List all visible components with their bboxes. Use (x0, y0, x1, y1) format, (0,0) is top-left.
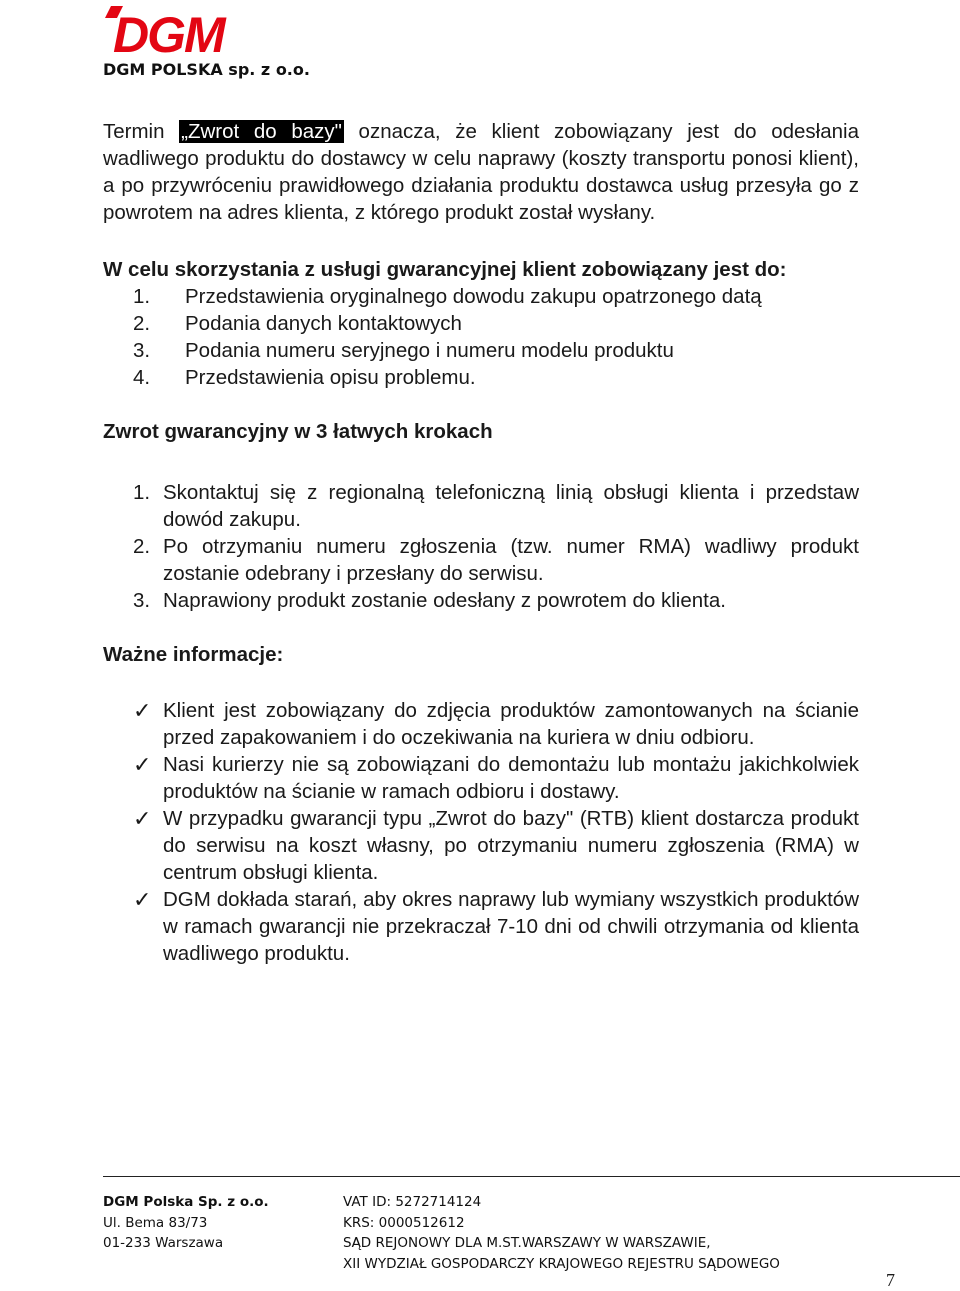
list-item: 1. Przedstawienia oryginalnego dowodu zakupu opatrzonego datą (133, 285, 762, 308)
warranty-heading: W celu skorzystania z usługi gwarancyjnej klient zobowiązany jest do: (103, 258, 787, 281)
list-item: 3. Naprawiony produkt zostanie odesłany z powrotem do klienta. (133, 589, 726, 612)
footer-address: DGM Polska Sp. z o.o. Ul. Bema 83/73 01-233 Warszawa (103, 1194, 269, 1251)
list-item: ✓ DGM dokłada starań, aby okres naprawy lub wymiany wszystkich produktów w ramach gwarancji nie przekraczał 7-10 dni od chwili otrzymania od klienta wadliwego produktu. (133, 887, 859, 965)
highlighted-term: „Zwrot do bazy" (181, 120, 342, 143)
checkmark-icon: ✓ (133, 698, 152, 723)
checkmark-icon: ✓ (133, 806, 152, 831)
important-list (103, 697, 859, 967)
steps-heading: Zwrot gwarancyjny w 3 łatwych krokach (103, 420, 493, 443)
list-item: 4. Przedstawienia opisu problemu. (133, 366, 476, 389)
company-name: DGM POLSKA sp. z o.o. (103, 60, 310, 79)
steps-list (103, 479, 859, 614)
important-heading: Ważne informacje: (103, 643, 284, 666)
list-item: 2. Po otrzymaniu numeru zgłoszenia (tzw. numer RMA) wadliwy produkt zostanie odebrany i przesłany do serwisu. (133, 535, 859, 585)
checkmark-icon: ✓ (133, 752, 152, 777)
warranty-requirements-list (103, 283, 859, 391)
list-item: 1. Skontaktuj się z regionalną telefoniczną linią obsługi klienta i przedstaw dowód zakupu. (133, 481, 859, 531)
list-item: ✓ W przypadku gwarancji typu „Zwrot do bazy" (RTB) klient dostarcza produkt do serwisu na koszt własny, po otrzymaniu numeru zgłoszenia (RMA) w centrum obsługi klienta. (133, 806, 859, 884)
list-item: ✓ Klient jest zobowiązany do zdjęcia produktów zamontowanych na ścianie przed zapakowaniem i do oczekiwania na kuriera w dniu odbioru. (133, 698, 859, 749)
dgm-logo (103, 4, 268, 56)
footer-divider (103, 1176, 960, 1177)
list-item: 2. Podania danych kontaktowych (133, 312, 462, 335)
footer-registration: VAT ID: 5272714124 KRS: 0000512612 SĄD REJONOWY DLA M.ST.WARSZAWY W WARSZAWIE, XII WYDZIAŁ GOSPODARCZY KRAJOWEGO REJESTRU SĄDOWEGO (343, 1194, 780, 1272)
checkmark-icon: ✓ (133, 887, 152, 912)
page-number: 7 (886, 1270, 895, 1290)
logo-text: DGM (113, 7, 224, 56)
intro-paragraph: Termin „Zwrot do bazy" oznacza, że klient zobowiązany jest do odesłania wadliwego produktu do dostawcy w celu naprawy (koszty transportu ponosi klient), a po przywróceniu prawidłowego działania produktu dostawca usług przesyła go z powrotem na adres klienta, z którego produkt został wysłany. (103, 120, 859, 224)
document-body (103, 118, 859, 967)
list-item: ✓ Nasi kurierzy nie są zobowiązani do demontażu lub montażu jakichkolwiek produktów na ścianie w ramach odbioru i dostawy. (133, 752, 859, 803)
list-item: 3. Podania numeru seryjnego i numeru modelu produktu (133, 339, 674, 362)
